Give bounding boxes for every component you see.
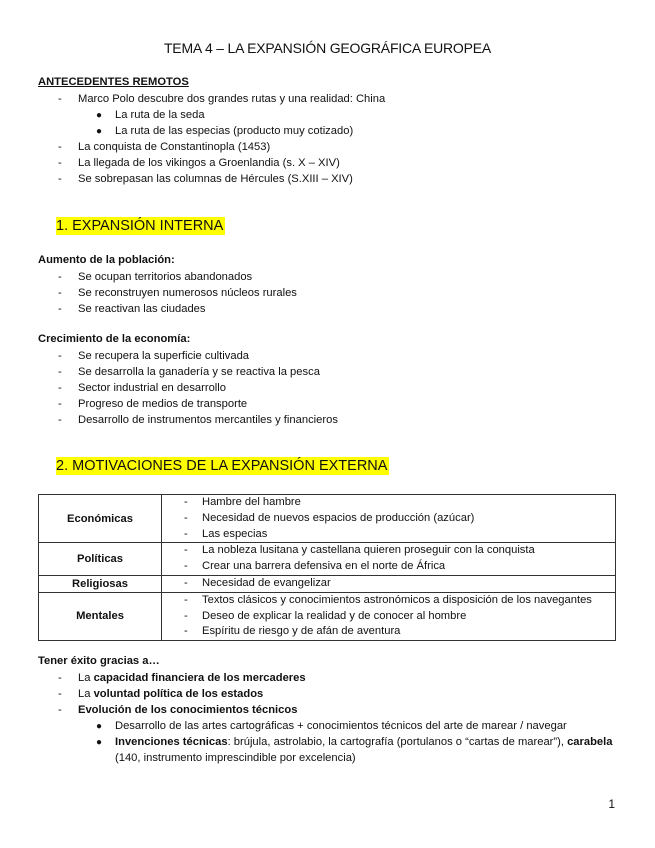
table-item-text: Textos clásicos y conocimientos astronómicos a disposición de los navegantes <box>202 593 592 606</box>
poblacion-heading: Aumento de la población: <box>38 254 175 266</box>
list-item-text: Sector industrial en desarrollo <box>78 382 226 394</box>
list-item <box>58 139 270 155</box>
list-item-bold: voluntad política de los estados <box>93 688 264 700</box>
table-category: Políticas <box>39 543 162 576</box>
dash: - <box>58 688 62 700</box>
list-item-text: Marco Polo descubre dos grandes rutas y una realidad: China <box>78 93 386 105</box>
dash: - <box>58 93 62 105</box>
list-item-text: Progreso de medios de transporte <box>78 398 248 410</box>
dash: - <box>58 366 62 378</box>
list-item <box>58 380 226 396</box>
page-title: TEMA 4 – LA EXPANSIÓN GEOGRÁFICA EUROPEA <box>163 40 492 56</box>
dash: - <box>184 625 188 638</box>
table-row <box>39 575 616 592</box>
page-number: 1 <box>608 797 615 811</box>
table-category: Mentales <box>39 592 162 640</box>
table-item-text: Necesidad de evangelizar <box>202 576 331 589</box>
list-subitem-bold: carabela <box>567 736 613 748</box>
table-items <box>162 575 616 592</box>
list-item-text: Se reconstruyen numerosos núcleos rurales <box>78 287 297 299</box>
list-item-text: La llegada de los vikingos a Groenlandia (s. X – XIV) <box>78 157 340 169</box>
table-item <box>184 624 615 640</box>
table-item-text: Crear una barrera defensiva en el norte de África <box>202 560 446 573</box>
dash: - <box>184 527 188 540</box>
table-item-text: Espíritu de riesgo y de afán de aventura <box>202 625 401 638</box>
dash: - <box>58 287 62 299</box>
table-category: Económicas <box>39 495 162 543</box>
table-item <box>184 495 615 511</box>
dash: - <box>184 511 188 524</box>
table-category: Religiosas <box>39 575 162 592</box>
bullet-icon: ● <box>96 110 103 121</box>
list-item-bold: capacidad financiera de los mercaderes <box>93 672 306 684</box>
table-item <box>184 559 615 575</box>
dash: - <box>184 560 188 573</box>
dash: - <box>58 350 62 362</box>
list-item <box>58 702 297 718</box>
table-items <box>162 592 616 640</box>
section-1-heading-text: 1. EXPANSIÓN INTERNA <box>56 218 224 234</box>
dash: - <box>184 576 188 589</box>
table-row <box>39 592 616 640</box>
table-items <box>162 543 616 576</box>
table-item <box>184 576 615 592</box>
table-item-text: Hambre del hambre <box>202 496 301 508</box>
list-item <box>58 686 263 702</box>
list-subitem-continuation: (140, instrumento imprescindible por excelencia) <box>115 752 356 764</box>
table-row <box>39 495 616 543</box>
dash: - <box>184 496 188 508</box>
list-subitem-text: Desarrollo de las artes cartográficas + conocimientos técnicos del arte de marear / navegar <box>115 720 567 732</box>
dash: - <box>58 704 62 716</box>
list-item-text: Se sobrepasan las columnas de Hércules (S.XIII – XIV) <box>78 173 353 185</box>
list-item-prefix: La <box>78 672 94 684</box>
list-subitem <box>96 734 612 751</box>
table-item-text: Las especias <box>202 527 268 540</box>
list-subitem <box>96 123 353 140</box>
list-item-text: Se ocupan territorios abandonados <box>78 271 253 283</box>
table-item <box>184 609 615 625</box>
exito-heading: Tener éxito gracias a… <box>38 655 160 667</box>
motivaciones-table <box>38 494 616 641</box>
dash: - <box>58 271 62 283</box>
dash: - <box>58 303 62 315</box>
list-item <box>58 285 297 301</box>
table-item <box>184 543 615 559</box>
list-item-prefix: La <box>78 688 94 700</box>
bullet-icon: ● <box>96 126 103 137</box>
table-items <box>162 495 616 543</box>
list-subitem <box>96 107 205 124</box>
dash: - <box>58 414 62 426</box>
list-item-bold: Evolución de los conocimientos técnicos <box>78 704 298 716</box>
list-item <box>58 301 206 317</box>
list-item <box>58 91 385 107</box>
list-item <box>58 155 340 171</box>
economia-heading: Crecimiento de la economía: <box>38 333 191 345</box>
dash: - <box>58 382 62 394</box>
table-item <box>184 527 615 543</box>
section-2-heading <box>56 458 389 474</box>
list-item <box>58 670 306 686</box>
list-item-text: Se reactivan las ciudades <box>78 303 206 315</box>
bullet-icon: ● <box>96 737 103 748</box>
list-item-text: La conquista de Constantinopla (1453) <box>78 141 271 153</box>
list-item <box>58 348 249 364</box>
list-subitem-text: La ruta de las especias (producto muy cotizado) <box>115 125 354 137</box>
dash: - <box>58 173 62 185</box>
table-item-text: Deseo de explicar la realidad y de conocer al hombre <box>202 609 467 622</box>
dash: - <box>184 593 188 606</box>
table-item <box>184 593 615 609</box>
list-subitem <box>96 718 567 735</box>
table-item-text: La nobleza lusitana y castellana quieren proseguir con la conquista <box>202 544 535 557</box>
list-item <box>58 412 338 428</box>
list-item <box>58 171 353 187</box>
dash: - <box>58 398 62 410</box>
list-item <box>58 396 247 412</box>
dash: - <box>184 544 188 557</box>
list-item-text: Desarrollo de instrumentos mercantiles y financieros <box>78 414 338 426</box>
list-subitem-bold: Invenciones técnicas <box>115 736 228 748</box>
list-item-text: Se recupera la superficie cultivada <box>78 350 250 362</box>
dash: - <box>58 157 62 169</box>
list-item <box>58 364 320 380</box>
table-item-text: Necesidad de nuevos espacios de producción (azúcar) <box>202 511 475 524</box>
antecedentes-heading: ANTECEDENTES REMOTOS <box>38 76 189 88</box>
list-subitem-text: : brújula, astrolabio, la cartografía (portulanos o “cartas de marear”), <box>227 736 568 748</box>
dash: - <box>184 609 188 622</box>
list-item-text: Se desarrolla la ganadería y se reactiva la pesca <box>78 366 320 378</box>
table-item <box>184 511 615 527</box>
section-2-heading-text: 2. MOTIVACIONES DE LA EXPANSIÓN EXTERNA <box>56 458 388 474</box>
list-subitem-text: La ruta de la seda <box>115 109 205 121</box>
dash: - <box>58 141 62 153</box>
section-1-heading <box>56 218 225 234</box>
table-row <box>39 543 616 576</box>
dash: - <box>58 672 62 684</box>
list-item <box>58 269 252 285</box>
bullet-icon: ● <box>96 721 103 732</box>
